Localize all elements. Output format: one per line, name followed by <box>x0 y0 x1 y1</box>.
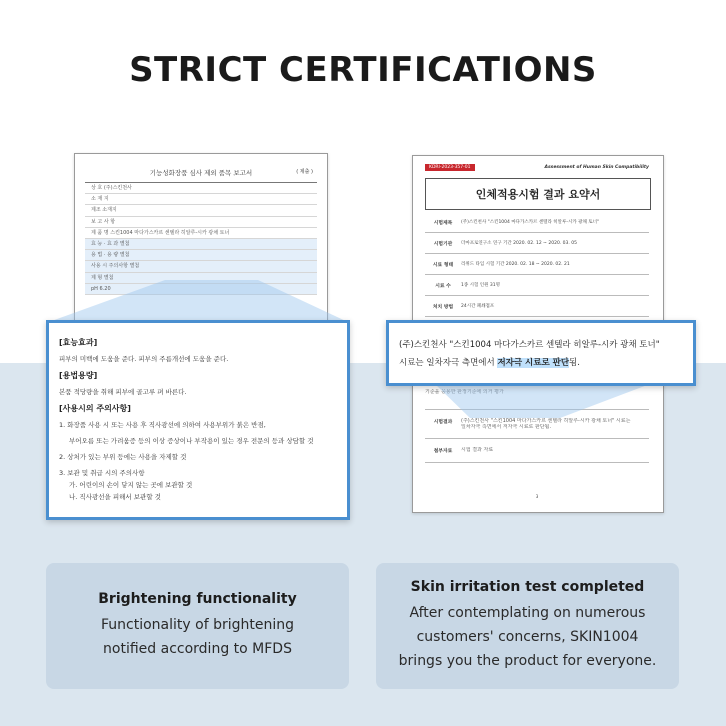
table-row: 제 형 별첨 <box>85 273 317 284</box>
table-row: 처치 방법 24시간 폐쇄첩포 <box>425 296 649 317</box>
report-title: 기능성화장품 심사 제외 품목 보고서 <box>149 169 253 177</box>
section-line: 3. 보관 및 취급 시의 주의사항 <box>59 469 145 477</box>
section-heading: [효능효과] <box>59 338 98 347</box>
summary-title: 인체적용시험 결과 요약서 <box>425 178 651 210</box>
card-heading: Skin irritation test completed <box>410 579 645 595</box>
card-body-line: Functionality of brightening <box>101 617 294 633</box>
criteria-line: 기준을 응용한 판정기준에 의거 평가 <box>425 389 504 395</box>
irritation-test-card <box>376 563 679 689</box>
magnified-result-box <box>386 320 696 386</box>
section-line: 1. 화장품 사용 시 또는 사용 후 직사광선에 의하여 사용부위가 붉은 반점, <box>59 421 266 429</box>
table-row: 제조 소재지 <box>85 205 317 216</box>
table-row: 시험기관 더마프로연구소 연구 기간 2020. 02. 12 ~ 2020. 03. 05 <box>425 233 649 254</box>
section-line: 부어오름 또는 가려움증 등의 이상 증상이나 부작용이 있는 경우 전문의 등과 상담할 것 <box>69 437 314 445</box>
section-heading: [용법용량] <box>59 371 98 380</box>
table-row: 시료 형태 리퀴드 타입 시험 기간 2020. 02. 18 ~ 2020. 02. 21 <box>425 254 649 275</box>
table-row: 제 품 명 스킨1004 마다가스카르 센텔라 히알루-시카 광채 토너 <box>85 228 317 239</box>
table-row: 상 호 (주)스킨천사 <box>85 183 317 194</box>
report-id-badge: KDRI-2023-357-01 <box>425 164 475 171</box>
table-row: 용 법 · 용 량 별첨 <box>85 250 317 261</box>
card-heading: Brightening functionality <box>98 591 297 607</box>
table-row: 시험제목 (주)스킨천사 "스킨1004 마다가스카르 센텔라 히알루-시카 광채 토너" <box>425 212 649 233</box>
summary-header-text: Assessment of Human Skin Compatibility <box>544 165 649 170</box>
section-line: 피부의 미백에 도움을 준다. 피부의 주름개선에 도움을 준다. <box>59 355 229 363</box>
result-line-2: 시료는 일차자극 측면에서 저자극 시료로 판단됨. <box>399 358 580 368</box>
table-row: 시료 수 1종 시험 인원 31명 <box>425 275 649 296</box>
card-body-line: After contemplating on numerous <box>409 605 646 621</box>
result-row: 시험결과 (주)스킨천사 "스킨1004 마다가스카르 센텔라 히알루-시카 광채 토너" 시료는 일차자극 측면에서 저자극 시료로 판단됨. <box>425 409 649 439</box>
table-row: 보 고 사 항 <box>85 217 317 228</box>
card-body-line: brings you the product for everyone. <box>398 653 657 669</box>
section-line: 가. 어린이의 손이 닿지 않는 곳에 보관할 것 <box>69 481 193 489</box>
table-row: 사용 시 주의사항 별첨 <box>85 261 317 272</box>
section-heading: [사용시의 주의사항] <box>59 404 131 413</box>
magnified-label-box <box>46 320 350 520</box>
brightening-card <box>46 563 349 689</box>
card-body-line: customers' concerns, SKIN1004 <box>416 629 639 645</box>
attachment-row: 첨부자료 시험 결과 자료 <box>425 439 649 463</box>
page-title: STRICT CERTIFICATIONS <box>129 50 597 90</box>
table-row: 소 재 지 <box>85 194 317 205</box>
table-row: 효 능 · 효 과 별첨 <box>85 239 317 250</box>
card-body-line: notified according to MFDS <box>103 641 292 657</box>
result-highlight: 저자극 시료로 판단 <box>497 358 570 368</box>
result-line-1: (주)스킨천사 "스킨1004 마다가스카르 센텔라 히알루-시카 광채 토너" <box>399 340 660 350</box>
beam-left <box>46 280 350 323</box>
section-line: 2. 상처가 있는 부위 등에는 사용을 자제할 것 <box>59 453 187 461</box>
table-row: pH 6.20 <box>85 284 317 295</box>
section-line: 나. 직사광선을 피해서 보관할 것 <box>69 493 161 501</box>
section-line: 본품 적당량을 취해 피부에 골고루 펴 바른다. <box>59 388 187 396</box>
page-number: 3 <box>535 494 539 499</box>
report-tag: ( 제출 ) <box>296 169 313 175</box>
beam-right <box>435 384 650 418</box>
